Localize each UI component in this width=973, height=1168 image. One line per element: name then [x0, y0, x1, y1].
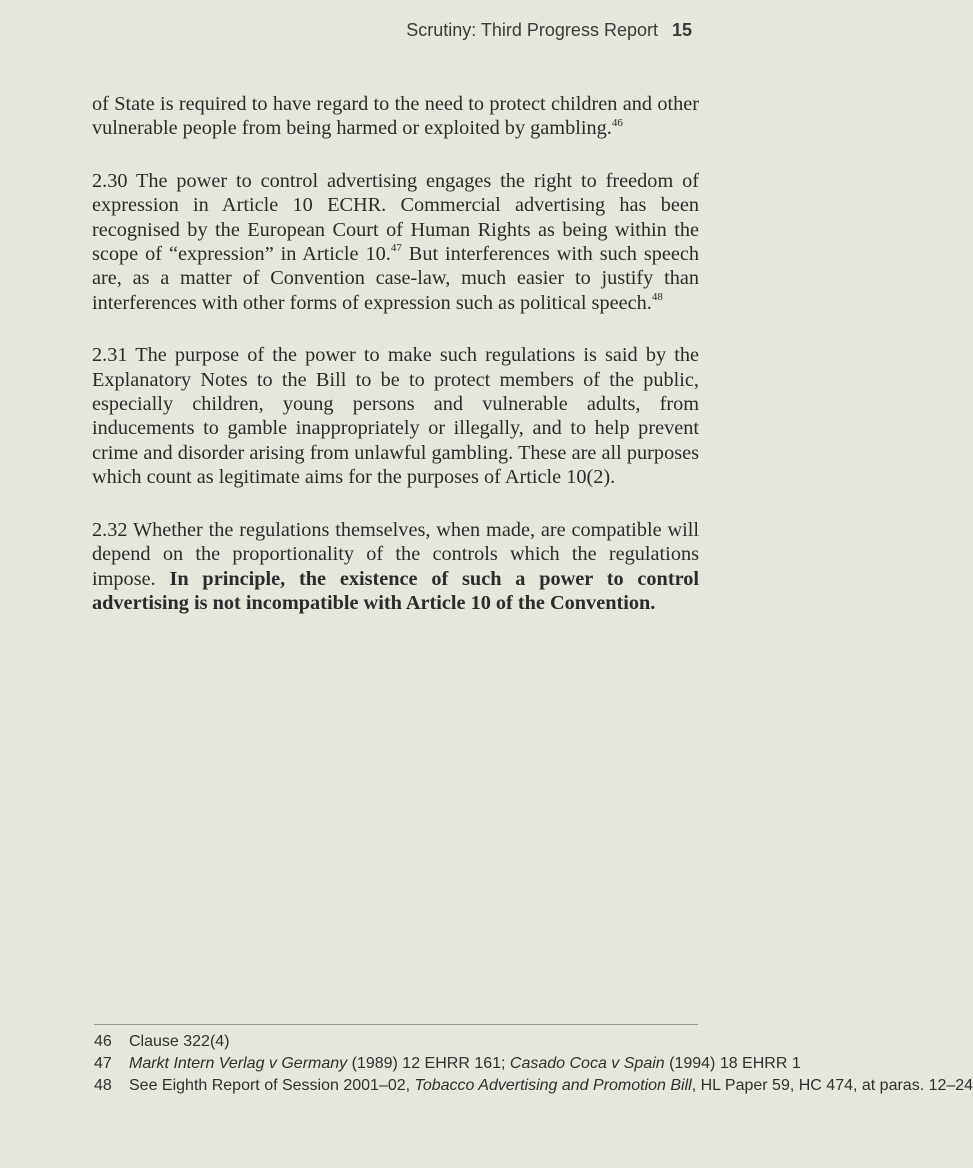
paragraph-conclusion-bold: In principle, the existence of such a power to control advertising is not incompatible with Article 10 of the Convention. [92, 567, 699, 614]
paragraph-2-32 [92, 518, 699, 616]
footnote-case-name: Markt Intern Verlag v Germany [129, 1055, 348, 1072]
paragraph-continuation [92, 92, 699, 141]
footnote-46 [94, 1031, 794, 1053]
footnote-number: 47 [94, 1055, 112, 1072]
footnote-number: 48 [94, 1077, 112, 1094]
paragraph-text: of State is required to have regard to the need to protect children and other vulnerable people from being harmed or exploited by gambling. [92, 93, 699, 140]
footnote-number: 46 [94, 1033, 112, 1050]
footnote-48 [94, 1075, 973, 1097]
footnote-report-title: Tobacco Advertising and Promotion Bill [414, 1077, 692, 1094]
header-title: Scrutiny: Third Progress Report [406, 20, 658, 40]
footnotes [94, 1031, 973, 1097]
paragraph-2-31 [92, 343, 699, 489]
paragraph-2-30 [92, 169, 699, 315]
paragraph-text: 2.31 The purpose of the power to make such regulations is said by the Explanatory Notes to the Bill to be to protect members of the public, especially children, young persons and vulnerable adults, from inducements to gamble inappropriately or illegally, and to help prevent crime and disorder arising from unlawful gambling. These are all purposes which count as legitimate aims for the purposes of Article 10(2). [92, 344, 699, 489]
footnote-47 [94, 1053, 801, 1075]
footnote-text: , HL Paper 59, HC 474, at paras. 12–24 [691, 1077, 973, 1094]
footnote-citation: (1994) 18 EHRR 1 [664, 1055, 801, 1072]
footnote-citation: (1989) 12 EHRR 161; [347, 1055, 510, 1072]
paragraph-text: 2.30 The power to control advertising engages the right to freedom of expression in Article 10 ECHR. Commercial advertising has been recognised by the European Court of Human Rights as being within the scope of “expression” in Article 10. [92, 169, 699, 266]
running-header [406, 20, 692, 41]
footnote-text: Clause 322(4) [129, 1033, 230, 1050]
body-text [92, 92, 699, 643]
footnote-case-name: Casado Coca v Spain [509, 1055, 665, 1072]
page-number: 15 [671, 20, 692, 40]
paragraph-text: 2.32 Whether the regulations themselves, when made, are compatible will depend on the proportionality of the controls which the regulations impose. [92, 518, 699, 590]
footnote-divider [94, 1024, 698, 1025]
footnote-ref-47: 47 [390, 242, 402, 255]
footnote-ref-46: 46 [611, 116, 623, 129]
footnote-text: See Eighth Report of Session 2001–02, [129, 1077, 415, 1094]
paragraph-text: But interferences with such speech are, as a matter of Convention case-law, much easier to justify than interferences with other forms of expression such as political speech. [92, 243, 700, 314]
footnote-ref-48: 48 [651, 291, 663, 304]
